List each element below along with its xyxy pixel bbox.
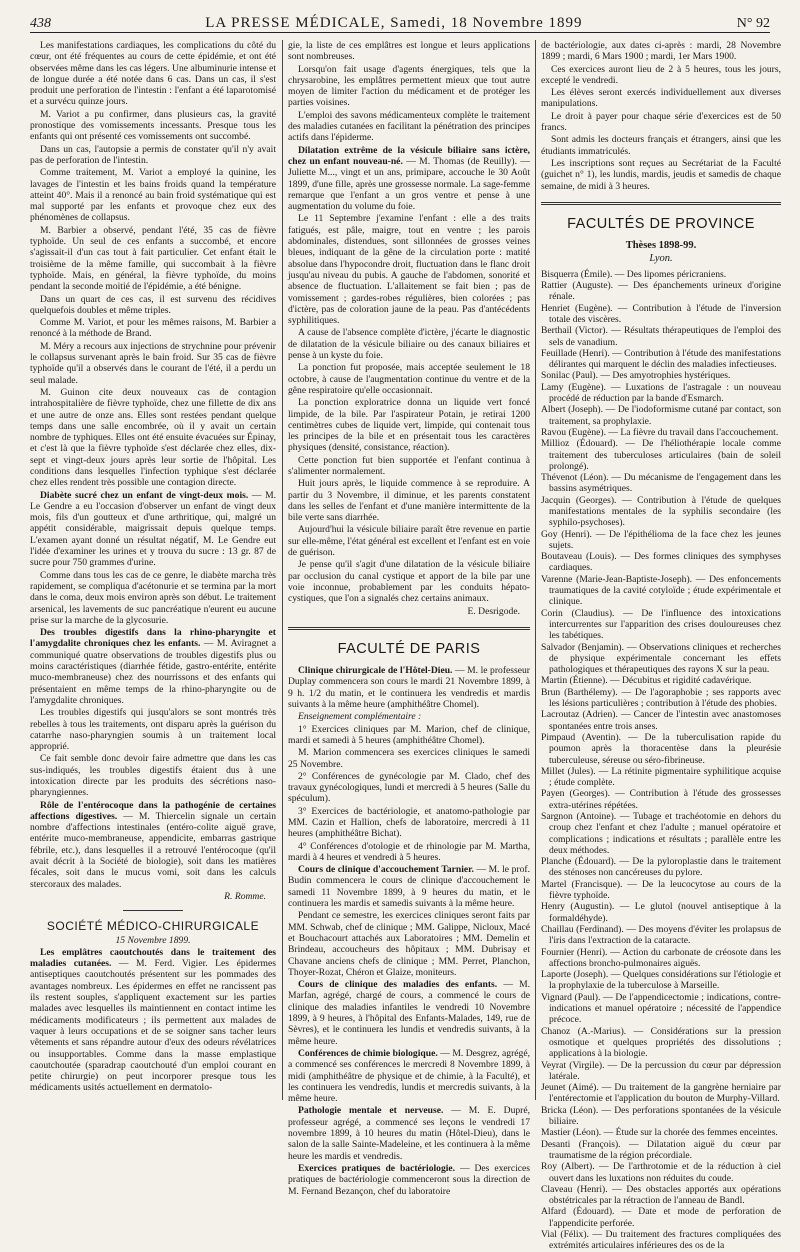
paragraph: Comme M. Variot, et pour les mêmes raisons, M. Barbier a renoncé à la méthode de Brand. [30, 317, 276, 340]
paragraph: Rôle de l'entérocoque dans la pathogénie de certaines affections digestives. — M. Thiercelin signale un certain nombre d'affections intestinales (entéro-colite aiguë grave, entérite muco-membraneuse, appendicite, embarras gastrique fébrile, etc.), dans lesquelles il a retrouvé l'entérocoque (qu'il avait décrit à la Société de biologie), soit dans les matières fécales, soit dans le mucus vomi, soit dans les calculs stercoraux des malades. [30, 799, 276, 890]
article-heading: Pathologie mentale et nerveuse. [298, 1105, 444, 1117]
column-1 [30, 40, 276, 1102]
paragraph: Aujourd'hui la vésicule biliaire paraît être revenue en partie sur elle-même, l'état général est excellent et l'enfant est en voie de guérison. [288, 524, 530, 559]
thesis-entry: Ravou (Eugène). — La fièvre du travail dans l'accouchement. [541, 426, 779, 438]
journal-title: LA PRESSE MÉDICALE, Samedi, 18 Novembre 1899 [205, 15, 583, 31]
thesis-entry: Berthail (Victor). — Résultats thérapeutiques de l'emploi des sels de vanadium. [541, 325, 781, 348]
article-heading: Cours de clinique d'accouchement Tarnier. [298, 864, 474, 876]
theses-heading: Thèses 1898-99. [625, 240, 697, 252]
thesis-entry: Pimpaud (Aventin). — De la tuberculisation rapide du poumon après la thoracentèse dans la pleurésie tuberculeuse, séreuse ou séro-fibrineuse. [541, 731, 781, 766]
thesis-entry: Millioz (Édouard). — De l'héliothérapie locale comme traitement des tuberculoses articulaires (bain de soleil prolongé). [541, 438, 781, 472]
thesis-entry: Veyrat (Virgile). — De la percussion du cœur par dépression latérale. [541, 1059, 781, 1082]
thesis-entry: Martin (Étienne). — Décubitus et rigidité cadavérique. [541, 675, 752, 687]
column-3 [541, 40, 781, 1252]
paragraph: gie, la liste de ces emplâtres est longue et leurs applications sont nombreuses. [288, 40, 530, 63]
paragraph: Dilatation extrême de la vésicule biliaire sans ictère, chez un enfant nouveau-né. — M. Thomas (de Reuilly). — Juliette M..., vingt et un ans, primipare, accouche le 30 Août 1899, d'une fille, après une grossesse normale. La sage-femme remarque que l'enfant a un gros ventre et pense à une augmentation du volume du foie. [288, 144, 530, 213]
thesis-entry: Martel (Francisque). — De la leucocytose au cours de la fièvre typhoïde. [541, 878, 781, 902]
thesis-entry: Chaillau (Ferdinand). — Des moyens d'éviter les prolapsus de l'iris dans l'extraction de la cataracte. [541, 923, 781, 947]
thesis-entry: Planche (Édouard). — De la pyloroplastie dans le traitement des sténoses non cancéreuses du pylore. [541, 856, 781, 879]
paragraph: Comme traitement, M. Variot a employé la quinine, les lavages de l'intestin et les bains froids quand la température atteint 40°. Mais il a renoncé au bain froid systématique qui est mal supporté par les enfants et provoque chez eux des phénomènes de collapsus. [30, 167, 276, 224]
paragraph: A cause de l'absence complète d'ictère, j'écarte le diagnostic de dilatation de la vésicule biliaire ou des canaux biliaires et pense à un kyste du foie. [288, 327, 530, 362]
paragraph: Dans un cas, l'autopsie a permis de constater qu'il n'y avait pas de perforation de l'intestin. [30, 143, 276, 166]
thesis-entry: Lamy (Eugène). — Luxations de l'astragale : un nouveau procédé de réduction par la bande d'Esmarch. [541, 381, 781, 405]
thesis-entry: Millet (Jules). — La rétinite pigmentaire syphilitique acquise ; étude complète. [541, 765, 781, 789]
paragraph: Les emplâtres caoutchoutés dans le traitement des maladies cutanées. — M. Ferd. Vigier. Les épidermes antiseptiques caoutchoutés présentent sur les pommades des avantages nombreux. Les épidermes en effet ne rancissent pas ils restent souples, s'appliquent exactement sur les parties malades avec lesquelles ils maintiennent en contact intime les médicaments modificateurs ; ils permettent aux malades de vaquer à leurs occupations et de se soigner sans tacher leurs vêtements et sans répandre autour d'eux des odeurs révélatrices ou insupportables. Comme dans la masse emplastique caoutchoutée (sparadrap caoutchouté d'un emploi courant en petite chirurgie) on peut incorporer presque tous les médicaments usités actuellement en dermatolo- [30, 946, 276, 1094]
thesis-entry: Henry (Augustin). — Le glutol (nouvel antiseptique à la formaldéhyde). [541, 901, 781, 924]
thesis-entry: Bricka (Léon). — Des perforations spontanées de la vésicule biliaire. [541, 1104, 781, 1128]
paragraph: Pendant ce semestre, les exercices cliniques seront faits par MM. Schwab, chef de clinique ; MM. Galippe, Nicloux, Macé et Bouchacourt attachés aux Laboratoires ; MM. Demelin et Brindeau, accoucheurs des hôpitaux ; MM. Dubrisay et Chavane anciens chefs de clinique ; MM. Perret, Planchon, Thoyer-Rozat, Chéron et Glaize, moniteurs. [288, 910, 530, 978]
paragraph: 1° Exercices cliniques par M. Marion, chef de clinique, mardi et samedi à 5 heures (amphithéâtre Chomel). [288, 723, 530, 746]
thesis-entry: Vial (Félix). — Du traitement des fractures compliquées des extrémités articulaires inférieures des os de la [541, 1228, 781, 1252]
paragraph: M. Marion commencera ses exercices cliniques le samedi 25 Novembre. [288, 747, 530, 770]
paragraph: 3° Exercices de bactériologie, et anatomo-pathologie par MM. Cazin et Hallion, chefs de laboratoire, mercredi à 11 heures (amphithéâtre Bichat). [288, 805, 530, 840]
paragraph: Je pense qu'il s'agit d'une dilatation de la vésicule biliaire par occlusion du canal cystique et apport de la bile par une voie inconnue, probablement par les conduits hépato-cystiques, que l'on a signalés chez certains animaux. [288, 559, 530, 605]
paragraph: Clinique chirurgicale de l'Hôtel-Dieu. — M. le professeur Duplay commencera son cours le mardi 21 Novembre 1899, à 9 h. 1/2 du matin, et le continuera les vendredis et mardis suivants à la même heure (amphithéâtre Chomel). [288, 665, 530, 711]
thesis-entry: Mastier (Léon). — Étude sur la chorée des femmes enceintes. [541, 1127, 778, 1139]
paragraph: M. Guinon cite deux nouveaux cas de contagion intrahospitalière de fièvre typhoïde, chez une fillette de dix ans et une autre de onze ans. Elles sont restées pendant quelque temps dans une salle encombrée, où il y avait un certain nombre de typhiques. Elles ont été ensuite évacuées sur Épinay, et c'est là que la fièvre typhoïde s'est déclarée chez elles, dix-sept et vingt-deux jours après leur sortie de l'hôpital. Les conditions dans lesquelles l'infection typhique s'est déclarée chez elles rendent très possible une contagion directe. [30, 386, 276, 489]
paragraph: Huit jours après, le liquide commence à se reproduire. A partir du 3 Novembre, il diminue, et les parents constatent dans les selles de l'enfant et d'une manière intermittente de la bile verte sans diarrhée. [288, 478, 530, 524]
thesis-entry: Laporte (Joseph). — Quelques considérations sur l'étiologie et la prophylaxie de la tuberculose à Marseille. [541, 969, 781, 992]
paragraph: M. Variot a pu confirmer, dans plusieurs cas, la gravité pronostique des vomissements incessants. Presque tous les enfants qui ont présenté ces vomissements ont succombé. [30, 108, 276, 143]
section-title: FACULTÉ DE PARIS [337, 640, 481, 657]
paragraph: L'emploi des savons médicamenteux complète le traitement des maladies cutanées en facilitant la pénétration des principes actifs dans l'épiderme. [288, 109, 530, 144]
thesis-entry: Brun (Barthélemy). — De l'agoraphobie ; ses rapports avec les lésions particulières ; contribution à l'étude des phobies. [541, 686, 781, 710]
divider [123, 910, 183, 911]
thesis-entry: Varenne (Marie-Jean-Baptiste-Joseph). — Des enfoncements traumatiques de la cavité cotyloïde ; étude expérimentale et clinique. [541, 573, 781, 608]
section-title: SOCIÉTÉ MÉDICO-CHIRURGICALE [46, 919, 260, 934]
paragraph: La ponction fut proposée, mais acceptée seulement le 18 octobre, à cause de l'augmentation continue du ventre et de la gêne respiratoire qu'elle occasionnait. [288, 362, 530, 396]
article-heading: Diabète sucré chez un enfant de vingt-deux mois. [40, 489, 249, 501]
thesis-entry: Boutaveau (Louis). — Des formes cliniques des symphyses cardiaques. [541, 551, 781, 574]
paragraph: Cette ponction fut bien supportée et l'enfant continua à s'alimenter normalement. [288, 454, 530, 477]
thesis-entry: Rattier (Auguste). — Des épanchements urineux d'origine rénale. [541, 280, 781, 303]
paragraph: Les manifestations cardiaques, les complications du côté du cœur, ont été fréquentes au cours de cette épidémie, et ont été observées même dans les cas légers. Une albuminurie intense et de longue durée a été notée dans 6 cas. Dans un cas, il s'est produit une perforation de l'intestin : l'enfant a été laparotomisé et a survécu quinze jours. [30, 40, 276, 108]
paragraph: Cours de clinique d'accouchement Tarnier. — M. le prof. Budin commencera le cours de clinique d'accouchement le samedi 11 Novembre 1899, à 9 heures du matin, et le continuera les mardis et samedis suivants à la même heure. [288, 864, 530, 910]
paragraph: de bactériologie, aux dates ci-après : mardi, 28 Novembre 1899 ; mardi, 6 Mars 1900 ; mardi, 1er Mars 1900. [541, 40, 781, 63]
thesis-entry: Lacroutaz (Adrien). — Cancer de l'intestin avec anastomoses spontanées entre trois anses. [541, 709, 781, 732]
paragraph: Dans un quart de ces cas, il est survenu des récidives quelquefois doubles et même triples. [30, 293, 276, 316]
thesis-entry: Roy (Albert). — De l'arthrotomie et de la réduction à ciel ouvert dans les luxations non réduites du coude. [541, 1161, 781, 1184]
paragraph: M. Méry a recours aux injections de strychnine pour prévenir le collapsus survenant après le bain froid. Sur 35 cas de fièvre typhoïde qu'il a observés dans le courant de l'été, il a perdu un seul malade. [30, 340, 276, 386]
thesis-list [541, 269, 781, 1252]
paragraph: Diabète sucré chez un enfant de vingt-deux mois. — M. Le Gendre a eu l'occasion d'observer un enfant de vingt deux mois, fils d'un goutteux et d'une arthritique, qui, malgré un appétit considérable, maigrissait depuis quelque temps. L'examen ayant donné un résultat négatif, M. Le Gendre eut l'idée d'examiner les urines et y trouva du sucre : 13 gr. 87 de sucre pour 750 grammes d'urine. [30, 489, 277, 569]
thesis-entry: Bisquerra (Émile). — Des lipomes péricraniens. [541, 268, 727, 280]
thesis-entry: Goy (Henri). — De l'épithélioma de la face chez les jeunes sujets. [541, 528, 781, 551]
page-header [30, 8, 770, 33]
thesis-entry: Chanoz (A.-Marius). — Considérations sur la pression osmotique et quelques propriétés des dissolutions ; applications à la biologie. [541, 1025, 781, 1060]
article-heading: Les emplâtres caoutchoutés dans le traitement des maladies cutanées. [30, 946, 276, 970]
paragraph: Cours de clinique des maladies des enfants. — M. Marfan, agrégé, chargé de cours, a commencé le cours de clinique des maladies infantiles le vendredi 10 Novembre 1899, à 9 heures, à l'hôpital des Enfants-Malades, 149, rue de Sèvres), et le continuera les lundis et vendredis suivants, à la même heure. [288, 979, 531, 1047]
column-rule [282, 40, 283, 1100]
section-date: 15 Novembre 1899. [115, 934, 191, 946]
thesis-entry: Jeunet (Aimé). — Du traitement de la gangrène herniaire par l'entérectomie et l'application du bouton de Murphy-Villard. [541, 1082, 781, 1105]
article-heading: Exercices pratiques de bactériologie. [298, 1162, 456, 1174]
thesis-entry: Corin (Claudius). — De l'influence des intoxications intercurrentes sur l'apparition des crises douloureuses chez les tabétiques. [541, 607, 781, 642]
paragraph: M. Barbier a observé, pendant l'été, 35 cas de fièvre typhoïde. Un seul de ces enfants a succombé, et encore s'agissait-il d'un cas tout à fait particulier. Cet enfant était le troisième de la même famille, qui succombait à la fièvre typhoïde. Mais, en général, la fièvre typhoïde, du moins pendant la seconde moitié de l'épidémie, a été bénigne. [30, 224, 276, 293]
thesis-entry: Desanti (François). — Dilatation aiguë du cœur par traumatisme de la région précordiale. [541, 1138, 781, 1161]
thesis-entry: Sonilac (Paul). — Des amyotrophies hystériques. [541, 370, 731, 382]
thesis-entry: Fournier (Henri). — Action du carbonate de créosote dans les affections broncho-pulmonaires aiguës. [541, 946, 781, 969]
paragraph: Enseignement complémentaire : [298, 711, 422, 723]
signature: R. Romme. [224, 890, 266, 902]
thesis-entry: Payen (Georges). — Contribution à l'étude des grossesses extra-utérines répétées. [541, 788, 781, 811]
paragraph: Les inscriptions sont reçues au Secrétariat de la Faculté (guichet n° 1), les lundis, mardis, jeudis et samedis de chaque semaine, de midi à 3 heures. [541, 157, 781, 192]
article-heading: Clinique chirurgicale de l'Hôtel-Dieu. [298, 665, 453, 677]
issue-number: N° 92 [736, 16, 770, 31]
thesis-entry: Vignard (Paul). — De l'appendicectomie ; indications, contre-indications et manuel opératoire ; nécessité de l'appendice précoce. [541, 991, 781, 1026]
thesis-entry: Feuillade (Henri). — Contribution à l'étude des manifestations délirantes qui marquent le déclin des maladies infectieuses. [541, 347, 781, 371]
article-heading: Conférences de chimie biologique. [298, 1047, 438, 1059]
paragraph: Pathologie mentale et nerveuse. — M. E. Dupré, professeur agrégé, a commencé ses leçons le vendredi 17 novembre 1899, à 10 heures du matin (Hôtel-Dieu), dans le salon de la salle Sainte-Madeleine, et les continuera à la même heure les mardis et vendredis. [288, 1105, 531, 1162]
signature: E. Desrigode. [467, 605, 520, 617]
article-heading: Cours de clinique des maladies des enfants. [298, 979, 498, 991]
thesis-entry: Sargnon (Antoine). — Tubage et trachéotomie en dehors du croup chez l'enfant et chez l'adulte ; manuel opératoire et complications ; indications et résultats ; parallèle entre les deux méthodes. [541, 811, 781, 856]
paragraph: Conférences de chimie biologique. — M. Desgrez, agrégé, a commencé ses conférences le mercredi 8 Novembre 1899, à midi (amphithéâtre de physique et de chimie, à la Faculté), et les continuera les vendredis, lundis et mercredis suivants, à la même heure. [288, 1047, 531, 1105]
column-rule [535, 40, 536, 1100]
city-heading: Lyon. [649, 253, 673, 265]
paragraph: Le droit à payer pour chaque série d'exercices est de 50 francs. [541, 110, 781, 134]
column-2 [288, 40, 531, 1197]
thesis-entry: Claveau (Henri). — Des obstacles apportés aux opérations obstétricales par la rétraction de l'anneau de Bandl. [541, 1183, 781, 1207]
paragraph: Ce fait semble donc devoir faire admettre que dans les cas sus-indiqués, les troubles digestifs étaient dus à une intoxication directe par les produits des sécrétions naso-pharyngiennes. [30, 753, 276, 799]
article-heading: Des troubles digestifs dans la rhino-pharyngite et l'amygdalite chroniques chez les enfants. [30, 627, 276, 650]
paragraph: 2° Conférences de gynécologie par M. Clado, chef des travaux gynécologiques, lundi et mercredi à 5 heures (Salle du spéculum). [288, 770, 530, 805]
paragraph: Comme dans tous les cas de ce genre, le diabète marcha très rapidement, se compliqua d'acétonurie et se termina par la mort dans le coma, deux mois environ après son début. Le traitement arsenical, les lavements de suc pancréatique n'eurent eu aucune prise sur la marche de la glycosurie. [30, 569, 276, 626]
thesis-entry: Jacquin (Georges). — Contribution à l'étude de quelques manifestations mentales de la syphilis secondaire (les syphilo-psychoses). [541, 494, 781, 529]
double-rule [541, 202, 781, 205]
thesis-entry: Alfard (Édouard). — Date et mode de perforation de l'appendicite perforée. [541, 1206, 781, 1229]
paragraph: La ponction exploratrice donna un liquide vert foncé limpide, de la bile. Par l'aspirateur Potain, je retirai 1200 centimètres cubes de liquide vert, limpide, qui contenait tous les principes de la bile et en présentait tous les caractères physiques (densité, consistance, réaction). [288, 397, 530, 454]
thesis-entry: Thévenot (Léon). — Du mécanisme de l'engagement dans les bassins asymétriques. [541, 472, 781, 495]
thesis-entry: Henriet (Eugène). — Contribution à l'étude de l'inversion totale des viscères. [541, 302, 781, 325]
thesis-entry: Salvador (Benjamin). — Observations cliniques et recherches de physique expérimentale concernant les effets pathologiques et thérapeutiques des rayons X sur la peau. [541, 641, 781, 676]
paragraph: 4° Conférences d'otologie et de rhinologie par M. Martha, mardi à 4 heures et vendredi à 5 heures. [288, 840, 530, 863]
article-heading: Rôle de l'entérocoque dans la pathogénie de certaines affections digestives. [30, 799, 276, 822]
paragraph: Exercices pratiques de bactériologie. — Des exercices pratiques de bactériologie commenceront sous la direction de M. Fernand Bezançon, chef du laboratoire [288, 1162, 531, 1197]
paragraph: Le 11 Septembre j'examine l'enfant : elle a des traits fatigués, est pâle, maigre, tout en ventre ; les parois abdominales, distendues, sont sillonnées de grosses veines bleues, indiquant de la gêne de la circulation porte : matité absolue dans l'hypocondre droit, fluctuation dans le flanc droit jusqu'au niveau du pubis. A gauche de l'abdomen, sonorité et absence de fluctuation. L'allaitement se fait bien ; pas de vomissement ; gardes-robes régulières, bien colorées ; pas d'ictère, pas de coloration jaune de la peau. Pas d'antécédents syphilitiques. [288, 213, 530, 327]
paragraph: Des troubles digestifs dans la rhino-pharyngite et l'amygdalite chroniques chez les enfants. — M. Aviragnet a communiqué quatre observations de troubles digestifs plus ou moins caractéristiques (diarrhée fétide, gastro-entérite, entérite muco-membraneuse) chez des nourrissons et des enfants qui présentaient en même temps de la rhino-pharyngite ou de l'amygdalite chroniques. [30, 627, 276, 706]
page-number: 438 [30, 16, 51, 31]
double-rule [288, 627, 530, 630]
thesis-entry: Albert (Joseph). — De l'iodoformisme cutané par contact, son traitement, sa prophylaxie. [541, 404, 781, 427]
paragraph: Ces exercices auront lieu de 2 à 5 heures, tous les jours, excepté le vendredi. [541, 63, 781, 86]
article-heading: Dilatation extrême de la vésicule biliaire sans ictère, chez un enfant nouveau-né. [288, 144, 530, 167]
paragraph: Les élèves seront exercés individuellement aux diverses manipulations. [541, 87, 781, 110]
paragraph: Les troubles digestifs qui jusqu'alors se sont montrés très rebelles à tous les traitements, ont disparu après la guérison du catarrhe naso-pharyngien soumis à un traitement local approprié. [30, 707, 276, 753]
section-title: FACULTÉS DE PROVINCE [567, 215, 755, 232]
paragraph: Sont admis les docteurs français et étrangers, ainsi que les étudiants immatriculés. [541, 134, 781, 157]
paragraph: Lorsqu'on fait usage d'agents énergiques, tels que la chrysarobine, les emplâtres permettent mieux que tout autre moyen de limiter l'action du médicament et de protéger les parties voisines. [288, 63, 530, 109]
